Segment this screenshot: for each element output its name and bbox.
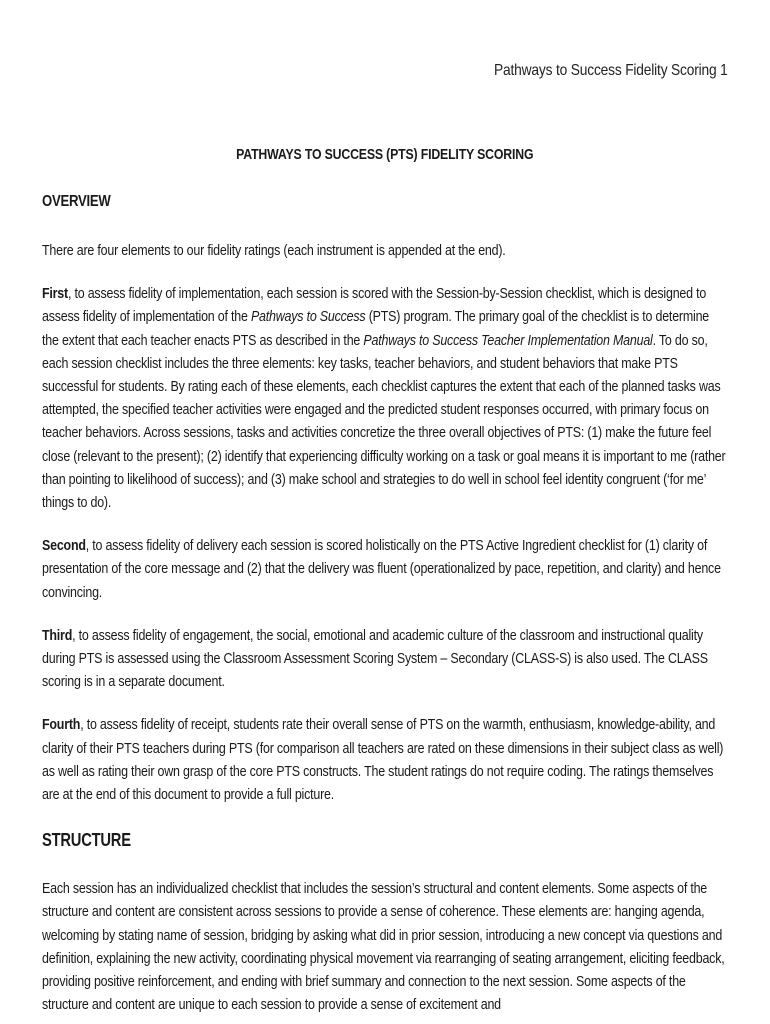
document-body bbox=[42, 146, 728, 1024]
overview-heading: OVERVIEW bbox=[42, 193, 111, 210]
first-text-3: . To do so, each session checklist includes the three elements: key tasks, teacher behaviors, and student behaviors that make PTS successful for students. By rating each of these elements, each checklist captures the extent that each of the planned tasks was attempted, the specified teacher activities were engaged and the predicted student responses occurred, with primary focus on teacher behaviors. Across sessions, tasks and activities concretize the three overall objectives of PTS: (1) make the future feel close (relevant to the present); (2) identify that experiencing difficulty working on a task or goal means it is important to me (rather than pointing to likelihood of success); and (3) make school and strategies to do well in school feel identity congruent (‘for me’ things to do). bbox=[42, 331, 726, 512]
second-lead: Second bbox=[42, 537, 86, 555]
third-lead: Third bbox=[42, 626, 73, 644]
manual-name-italic: Pathways to Success Teacher Implementation Manual bbox=[363, 331, 653, 349]
structure-paragraph: Each session has an individualized checklist that includes the session’s structural and content elements. Some aspects of the structure and content are consistent across sessions to provide a sense of coherence. These elements are: hanging agenda, welcoming by stating name of session, bridging by asking what did in prior session, introducing a new concept via questions and definition, explaining the new activity, coordinating physical movement via rearranging of seating arrangement, eliciting feedback, providing positive reinforcement, and ending with brief summary and connection to the next session. Some aspects of the structure and content are unique to each session to provide a sense of excitement and bbox=[42, 880, 725, 1014]
first-lead: First bbox=[42, 285, 68, 303]
fourth-element-paragraph bbox=[42, 713, 728, 806]
first-element-paragraph bbox=[42, 282, 728, 514]
third-element-paragraph bbox=[42, 624, 728, 694]
fourth-text: , to assess fidelity of receipt, students rate their overall sense of PTS on the warmth, enthusiasm, knowledge-ability, and clarity of their PTS teachers during PTS (for comparison all teachers are rated on these dimensions in their subject class as well) as well as rating their own grasp of the core PTS constructs. The student ratings do not require coding. The ratings themselves are at the end of this document to provide a full picture. bbox=[42, 716, 724, 804]
overview-intro-paragraph: There are four elements to our fidelity ratings (each instrument is appended at the end). bbox=[42, 242, 506, 259]
document-title: PATHWAYS TO SUCCESS (PTS) FIDELITY SCORING bbox=[236, 146, 534, 163]
first-text-2: (PTS) program. The primary goal of the checklist is to determine the extent that each teacher enacts PTS as described in the bbox=[42, 308, 710, 349]
program-name-italic: Pathways to Success bbox=[250, 308, 366, 326]
second-element-paragraph bbox=[42, 534, 728, 604]
second-text: , to assess fidelity of delivery each session is scored holistically on the PTS Active Ingredient checklist for (1) clarity of presentation of the core message and (2) that the delivery was fluent (operationalized by pace, repetition, and clarity) and hence convincing. bbox=[42, 537, 721, 601]
first-text-1: , to assess fidelity of implementation, each session is scored with the Session-by-Session checklist, which is designed to assess fidelity of implementation of the bbox=[42, 285, 707, 326]
running-header: Pathways to Success Fidelity Scoring 1 bbox=[494, 62, 728, 79]
structure-heading: STRUCTURE bbox=[42, 830, 131, 851]
third-text: , to assess fidelity of engagement, the social, emotional and academic culture of the classroom and instructional quality during PTS is assessed using the Classroom Assessment Scoring System – Secondary (CLASS-S) is also used. The CLASS scoring is in a separate document. bbox=[42, 626, 708, 691]
fourth-lead: Fourth bbox=[42, 716, 81, 734]
